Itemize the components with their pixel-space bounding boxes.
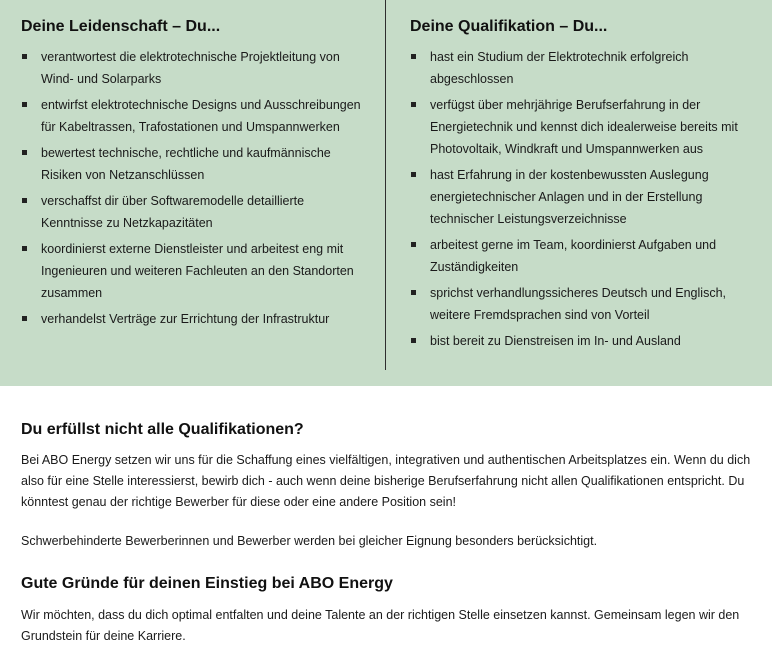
square-bullet-icon: [22, 246, 27, 251]
square-bullet-icon: [22, 198, 27, 203]
column-divider: [385, 0, 386, 370]
disability-paragraph: Schwerbehinderte Bewerberinnen und Bewerber werden bei gleicher Eignung besonders berücksichtigt.: [21, 534, 598, 548]
list-item-text: hast Erfahrung in der kostenbewussten Auslegung energietechnischer Anlagen und in der Erstellung technischer Leistungsverzeichnisse: [430, 168, 709, 226]
list-item: [21, 308, 366, 330]
list-item-text: bist bereit zu Dienstreisen im In- und Ausland: [430, 334, 681, 348]
square-bullet-icon: [22, 102, 27, 107]
square-bullet-icon: [22, 150, 27, 155]
qualification-heading: Deine Qualifikation – Du...: [410, 18, 608, 35]
list-item: [21, 238, 366, 304]
square-bullet-icon: [411, 242, 416, 247]
list-item: [410, 282, 755, 326]
list-item: [410, 94, 755, 160]
list-item-text: entwirfst elektrotechnische Designs und Ausschreibungen für Kabeltrassen, Trafostationen und Umspannwerken: [41, 98, 361, 134]
list-item: [21, 94, 366, 138]
square-bullet-icon: [411, 172, 416, 177]
list-item-text: koordinierst externe Dienstleister und arbeitest eng mit Ingenieuren und weiteren Fachleuten an den Standorten zusammen: [41, 242, 354, 300]
square-bullet-icon: [411, 290, 416, 295]
square-bullet-icon: [411, 54, 416, 59]
qualification-list: [410, 46, 755, 356]
diversity-paragraph: Bei ABO Energy setzen wir uns für die Schaffung eines vielfältigen, integrativen und authentischen Arbeitsplatzes ein. Wenn du dich also für eine Stelle interessierst, bewirb dich - auch wenn deine bisherige Berufserfahrung nicht allen Qualifikationen entspricht. Du könntest genau der richtige Bewerber für diese oder eine andere Position sein!: [21, 453, 751, 509]
square-bullet-icon: [411, 338, 416, 343]
list-item-text: verantwortest die elektrotechnische Projektleitung von Wind- und Solarparks: [41, 50, 340, 86]
list-item-text: arbeitest gerne im Team, koordinierst Aufgaben und Zuständigkeiten: [430, 238, 717, 274]
square-bullet-icon: [411, 102, 416, 107]
reasons-heading: Gute Gründe für deinen Einstieg bei ABO Energy: [21, 575, 393, 592]
square-bullet-icon: [22, 54, 27, 59]
list-item: [410, 46, 755, 90]
list-item: [21, 46, 366, 90]
list-item-text: verschaffst dir über Softwaremodelle detaillierte Kenntnisse zu Netzkapazitäten: [41, 194, 305, 230]
qualifications-note-heading: Du erfüllst nicht alle Qualifikationen?: [21, 421, 304, 438]
passion-list: [21, 46, 366, 334]
list-item-text: sprichst verhandlungssicheres Deutsch und Englisch, weitere Fremdsprachen sind von Vorteil: [430, 286, 726, 322]
list-item: [410, 164, 755, 230]
list-item: [21, 190, 366, 234]
list-item: [21, 142, 366, 186]
list-item-text: hast ein Studium der Elektrotechnik erfolgreich abgeschlossen: [430, 50, 689, 86]
list-item: [410, 330, 755, 352]
square-bullet-icon: [22, 316, 27, 321]
list-item: [410, 234, 755, 278]
list-item-text: bewertest technische, rechtliche und kaufmännische Risiken von Netzanschlüssen: [41, 146, 331, 182]
list-item-text: verfügst über mehrjährige Berufserfahrung in der Energietechnik und kennst dich idealerweise bereits mit Photovoltaik, Windkraft und Umspannwerken aus: [430, 98, 738, 156]
list-item-text: verhandelst Verträge zur Errichtung der Infrastruktur: [41, 312, 330, 326]
reasons-paragraph: Wir möchten, dass du dich optimal entfalten und deine Talente an der richtigen Stelle einsetzen kannst. Gemeinsam legen wir den Grundstein für deine Karriere.: [21, 608, 740, 643]
passion-heading: Deine Leidenschaft – Du...: [21, 18, 221, 35]
